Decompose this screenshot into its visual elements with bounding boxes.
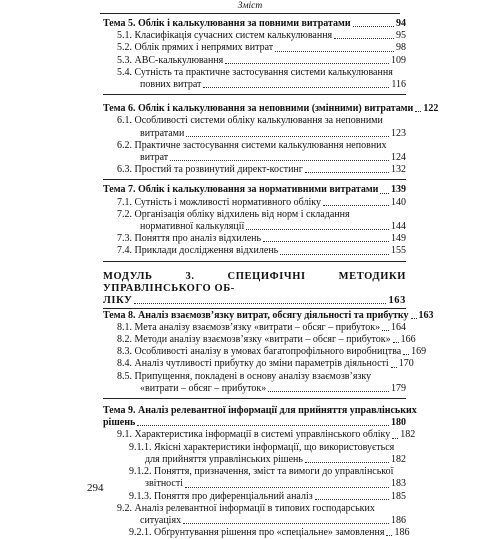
toc-item-7-1[interactable]: 7.1. Сутність і можливості нормативного обліку 140 (117, 196, 406, 208)
toc-item-5-3[interactable]: 5.3. АВС-калькулювання 109 (117, 54, 406, 66)
toc-item-9-1-1[interactable]: 9.1.1. Якісні характеристики інформації, що використовується (129, 441, 395, 453)
toc-item-9-1-1-cont[interactable]: для прийняття управлінських рішень 182 (145, 453, 406, 465)
toc-item-9-2-1[interactable]: 9.2.1. Обґрунтування рішення про «спеціальне» замовлення 186 (129, 527, 410, 539)
toc-item-9-2[interactable]: 9.2. Аналіз релевантної інформації в типових господарських (117, 502, 375, 514)
toc-item-6-2-cont[interactable]: витрат 124 (140, 152, 406, 164)
toc-item-6-1-cont[interactable]: витратами 123 (140, 127, 406, 139)
toc-item-7-4[interactable]: 7.4. Приклади дослідження відхилень 155 (117, 245, 406, 257)
toc-item-9-1-3[interactable]: 9.1.3. Поняття про диференціальний аналіз 185 (129, 490, 406, 502)
toc-item-7-2-cont[interactable]: нормативної калькуляції 144 (140, 221, 406, 233)
toc-item-6-2[interactable]: 6.2. Практичне застосування системи калькулювання неповних (117, 139, 387, 151)
toc-item-9-2-cont[interactable]: ситуаціях 186 (140, 514, 406, 526)
toc-item-8-4[interactable]: 8.4. Аналіз чутливості прибутку до зміни параметрів діяльності 170 (117, 358, 414, 370)
module-heading[interactable]: МОДУЛЬ 3. СПЕЦИФІЧНІ МЕТОДИКИ УПРАВЛІНСЬКОГО ОБ- (103, 270, 406, 294)
toc-item-5-1[interactable]: 5.1. Класифікація сучасних систем калькулювання 95 (117, 30, 406, 42)
toc-item-8-2[interactable]: 8.2. Методи аналізу взаємозв’язку «витрати – обсяг – прибуток» 166 (117, 334, 416, 346)
toc-item-5-2[interactable]: 5.2. Облік прямих і непрямих витрат 98 (117, 42, 406, 54)
running-header (0, 0, 500, 14)
header-rule (100, 13, 400, 14)
module-heading-cont[interactable]: ЛІКУ 163 (103, 294, 406, 306)
toc-item-8-5[interactable]: 8.5. Припущення, покладені в основу аналізу взаємозв’язку (117, 370, 372, 382)
toc-item-9-1[interactable]: 9.1. Характеристика інформації в системі управлінського обліку 182 (117, 429, 416, 441)
toc-item-7-3[interactable]: 7.3. Поняття про аналіз відхилень 149 (117, 233, 406, 245)
header-title: Зміст (237, 1, 263, 11)
toc-item-6-1[interactable]: 6.1. Особливості системи обліку калькулювання за неповними (117, 115, 383, 127)
toc-topic-9[interactable]: Тема 9. Аналіз релевантної інформації для прийняття управлінських (103, 405, 417, 417)
toc-item-8-1[interactable]: 8.1. Мета аналізу взаємозв’язку «витрати – обсяг – прибуток» 164 (117, 321, 406, 333)
toc-item-8-3[interactable]: 8.3. Особливості аналізу в умовах багатопрофільного виробництва 169 (117, 346, 427, 358)
module-rule (103, 308, 406, 309)
toc-item-8-5-cont[interactable]: «витрати – обсяг – прибуток» 179 (140, 382, 406, 394)
toc-topic-7[interactable]: Тема 7. Облік і калькулювання за нормативними витратами 139 (103, 184, 406, 196)
toc-topic-9-cont[interactable]: рішень 180 (103, 417, 406, 429)
toc-item-9-1-2-cont[interactable]: звітності 183 (145, 478, 406, 490)
table-of-contents (103, 18, 439, 539)
toc-item-6-3[interactable]: 6.3. Простий та розвинутий директ-костинг 132 (117, 164, 406, 176)
toc-topic-6[interactable]: Тема 6. Облік і калькулювання за неповними (змінними) витратами 122 (103, 103, 439, 115)
page-number: 294 (87, 482, 104, 494)
toc-item-7-2[interactable]: 7.2. Організація обліку відхилень від норм і складання (117, 208, 350, 220)
toc-topic-5[interactable]: Тема 5. Облік і калькулювання за повними витратами 94 (103, 18, 406, 29)
toc-topic-8[interactable]: Тема 8. Аналіз взаємозв’язку витрат, обсягу діяльності та прибутку 163 (103, 309, 434, 321)
toc-item-9-1-2[interactable]: 9.1.2. Поняття, призначення, зміст та вимоги до управлінської (129, 466, 394, 478)
toc-item-5-4-cont[interactable]: повних витрат 116 (140, 79, 406, 91)
toc-item-5-4[interactable]: 5.4. Сутність та практичне застосування системи калькулювання (117, 66, 393, 78)
